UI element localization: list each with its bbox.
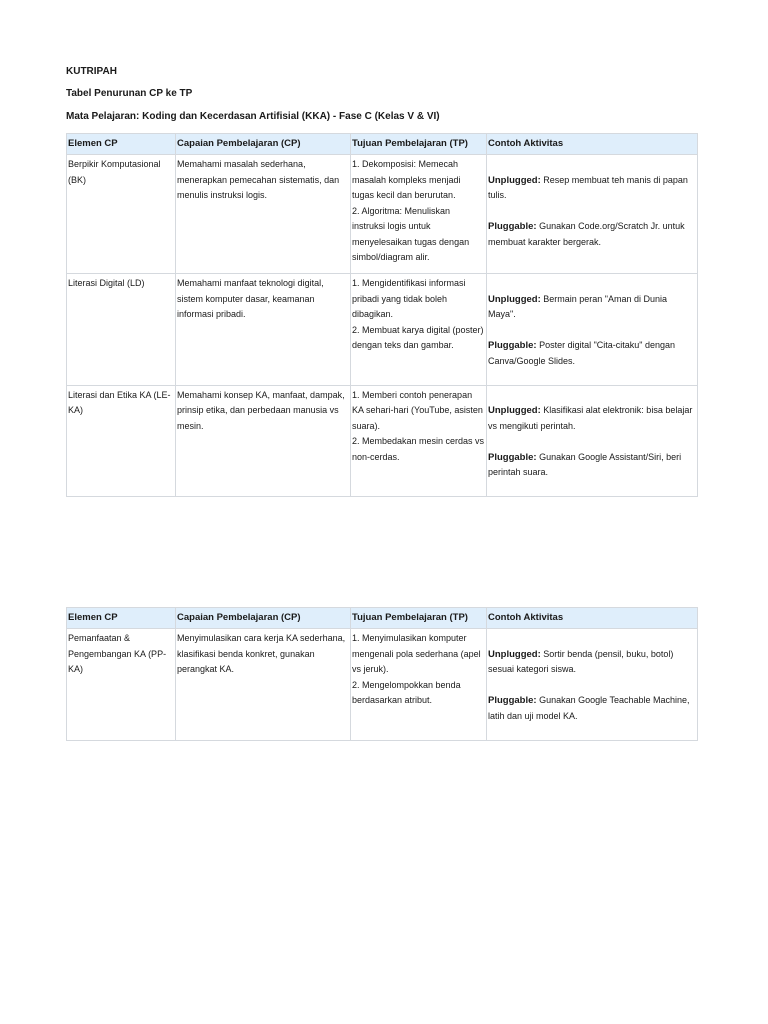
cell-tp: 1. Dekomposisi: Memecah masalah kompleks menjadi tugas kecil dan berurutan. 2. Algoritma: Menuliskan instruksi logis untuk menyelesaikan tugas dengan simbol/diagram alir. [351, 155, 487, 274]
cell-elemen: Pemanfaatan & Pengembangan KA (PP-KA) [67, 629, 176, 741]
pluggable-label: Pluggable: [488, 695, 537, 706]
header-tujuan-pembelajaran: Tujuan Pembelajaran (TP) [351, 608, 487, 629]
unplugged-text: Bermain peran "Aman di Dunia Maya". [488, 293, 668, 319]
unplugged-text: Sortir benda (pensil, buku, botol) sesuai kategori siswa. [488, 648, 674, 674]
table-row [67, 385, 698, 497]
table-row [67, 155, 698, 274]
unplugged-text: Resep membuat teh manis di papan tulis. [488, 174, 688, 200]
cell-cp: Memahami konsep KA, manfaat, dampak, prinsip etika, dan perbedaan manusia vs mesin. [176, 385, 351, 497]
unplugged-label: Unplugged: [488, 405, 541, 416]
cell-tp: 1. Menyimulasikan komputer mengenali pola sederhana (apel vs jeruk). 2. Mengelompokkan benda berdasarkan atribut. [351, 629, 487, 741]
header-capaian-pembelajaran: Capaian Pembelajaran (CP) [176, 134, 351, 155]
pluggable-text: Gunakan Google Teachable Machine, latih dan uji model KA. [488, 695, 690, 721]
cell-aktivitas [487, 274, 698, 386]
pluggable-activity [488, 338, 696, 369]
table-row [67, 274, 698, 386]
header-elemen-cp: Elemen CP [67, 134, 176, 155]
table-row [67, 629, 698, 741]
pluggable-activity [488, 693, 696, 724]
pluggable-label: Pluggable: [488, 451, 537, 463]
subject-line: Mata Pelajaran: Koding dan Kecerdasan Artifisial (KKA) - Fase C (Kelas V & VI) [66, 111, 440, 122]
unplugged-label: Unplugged: [488, 174, 541, 186]
cell-elemen: Literasi dan Etika KA (LE-KA) [67, 385, 176, 497]
unplugged-activity [488, 292, 696, 323]
table-header-row [67, 608, 698, 629]
header-elemen-cp: Elemen CP [67, 608, 176, 629]
cell-aktivitas [487, 385, 698, 497]
cell-tp: 1. Mengidentifikasi informasi pribadi yang tidak boleh dibagikan. 2. Membuat karya digital (poster) dengan teks dan gambar. [351, 274, 487, 386]
header-contoh-aktivitas: Contoh Aktivitas [487, 134, 698, 155]
unplugged-text: Klasifikasi alat elektronik: bisa belajar vs mengikuti perintah. [488, 405, 693, 431]
header-capaian-pembelajaran: Capaian Pembelajaran (CP) [176, 608, 351, 629]
document-title: KUTRIPAH [66, 66, 117, 77]
unplugged-activity [488, 403, 696, 434]
pluggable-activity [488, 450, 696, 481]
header-contoh-aktivitas: Contoh Aktivitas [487, 608, 698, 629]
pluggable-label: Pluggable: [488, 221, 537, 232]
cp-tp-table-2 [66, 607, 698, 741]
pluggable-text: Gunakan Code.org/Scratch Jr. untuk membuat karakter bergerak. [488, 221, 685, 247]
unplugged-label: Unplugged: [488, 293, 541, 305]
pluggable-text: Gunakan Google Assistant/Siri, beri perintah suara. [488, 451, 682, 477]
cell-elemen: Literasi Digital (LD) [67, 274, 176, 386]
cell-elemen: Berpikir Komputasional (BK) [67, 155, 176, 274]
pluggable-activity [488, 219, 696, 250]
cell-cp: Menyimulasikan cara kerja KA sederhana, klasifikasi benda konkret, gunakan perangkat KA. [176, 629, 351, 741]
pluggable-label: Pluggable: [488, 340, 537, 351]
cell-aktivitas [487, 155, 698, 274]
cell-cp: Memahami manfaat teknologi digital, sistem komputer dasar, keamanan informasi pribadi. [176, 274, 351, 386]
unplugged-activity [488, 647, 696, 678]
cell-cp: Memahami masalah sederhana, menerapkan pemecahan sistematis, dan menulis instruksi logis. [176, 155, 351, 274]
cell-tp: 1. Memberi contoh penerapan KA sehari-hari (YouTube, asisten suara). 2. Membedakan mesin cerdas vs non-cerdas. [351, 385, 487, 497]
unplugged-label: Unplugged: [488, 648, 541, 660]
document-subtitle: Tabel Penurunan CP ke TP [66, 88, 193, 99]
cp-tp-table-1 [66, 133, 698, 497]
unplugged-activity [488, 173, 696, 204]
header-tujuan-pembelajaran: Tujuan Pembelajaran (TP) [351, 134, 487, 155]
table-header-row [67, 134, 698, 155]
cell-aktivitas [487, 629, 698, 741]
pluggable-text: Poster digital "Cita-citaku" dengan Canva/Google Slides. [488, 340, 676, 366]
